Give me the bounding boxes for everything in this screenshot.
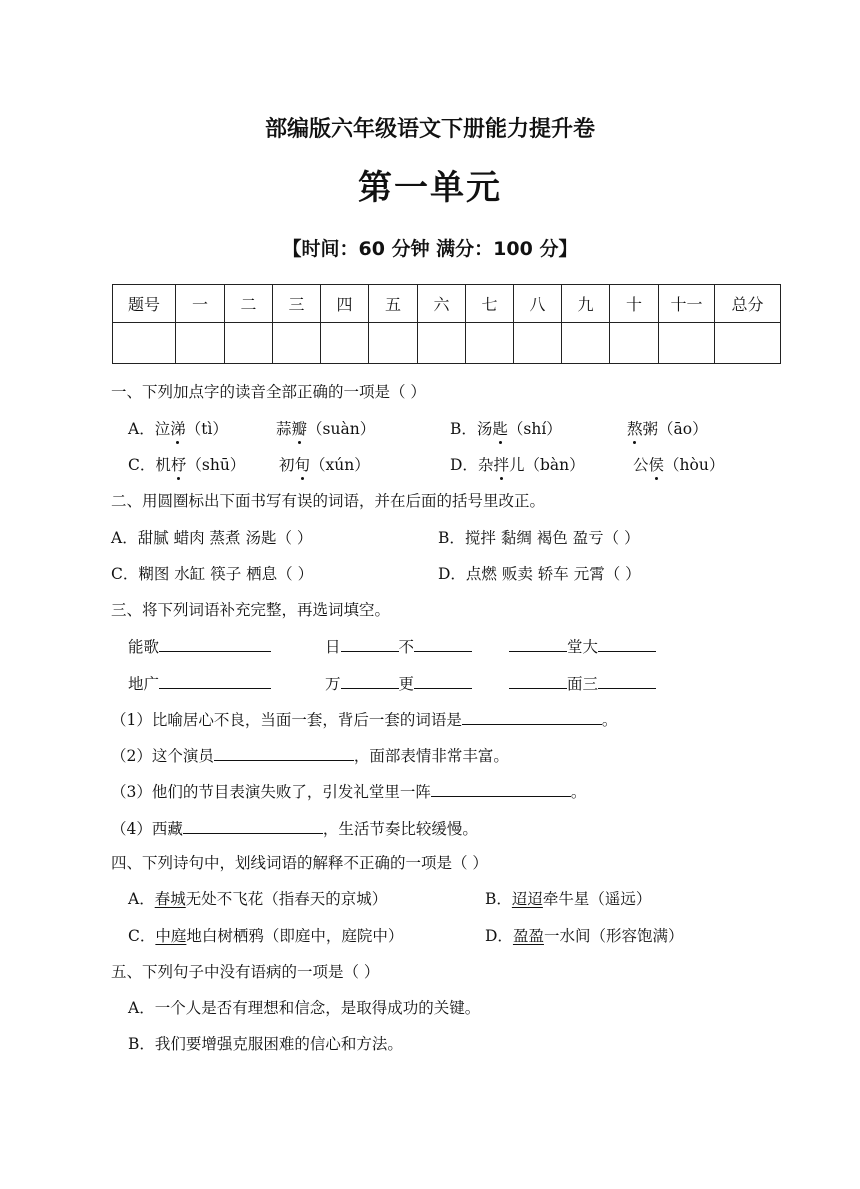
question-2 (0, 489, 860, 513)
dotted-char: 杼 (171, 453, 187, 477)
question-3-words-row-2 (0, 671, 860, 695)
option-d: D．盈盈一水间（形容饱满） (485, 927, 684, 945)
option-b: B．搅拌 黏绸 褐色 盈亏（ ） (438, 529, 640, 547)
score-entry-cell[interactable] (273, 323, 321, 364)
question-2-stem: 二、用圆圈标出下面书写有误的词语，并在后面的括号里改正。 (111, 492, 546, 510)
score-table-header-row (113, 285, 781, 323)
option-a: A．春城无处不飞花（指春天的京城） (128, 890, 388, 908)
option-b-word2: 熬粥（āo） (627, 417, 708, 441)
option-d: D．点燃 贩卖 轿车 元霄（ ） (438, 565, 641, 583)
score-entry-cell[interactable] (418, 323, 466, 364)
question-5 (0, 960, 860, 984)
underlined-word: 中庭 (155, 927, 187, 945)
score-header-cell: 七 (466, 285, 514, 323)
score-entry-cell[interactable] (176, 323, 225, 364)
question-1-row-ab (0, 417, 860, 441)
question-1-stem: 一、下列加点字的读音全部正确的一项是（ ） (111, 383, 426, 401)
idiom-5: 万 更 (325, 671, 472, 696)
score-entry-cell[interactable] (659, 323, 715, 364)
unit-title: 第一单元 (358, 168, 502, 208)
exam-meta: 【时间：60 分钟 满分：100 分】 (282, 238, 578, 260)
exam-title: 部编版六年级语文下册能力提升卷 (264, 117, 595, 142)
question-2-row-ab (0, 526, 860, 550)
score-header-cell: 题号 (113, 285, 176, 323)
score-header-cell: 四 (321, 285, 369, 323)
option-a: A．甜腻 蜡肉 蒸煮 汤匙（ ） (111, 529, 313, 547)
score-header-cell: 八 (514, 285, 562, 323)
fill-blank[interactable] (462, 707, 602, 725)
dotted-char: 熬 (627, 417, 643, 441)
score-header-cell: 三 (273, 285, 321, 323)
option-a: A．泣涕（tì） (128, 417, 228, 441)
underlined-word: 迢迢 (511, 890, 543, 908)
option-d-word2: 公侯（hòu） (633, 453, 724, 477)
fill-blank[interactable] (414, 634, 472, 652)
fill-blank[interactable] (214, 743, 354, 761)
score-entry-cell[interactable] (514, 323, 562, 364)
idiom-2: 日 不 (325, 634, 472, 659)
score-header-cell: 一 (176, 285, 225, 323)
score-entry-cell[interactable] (715, 323, 781, 364)
fill-blank[interactable] (341, 634, 399, 652)
question-1-row-cd (0, 453, 860, 477)
option-a: A．一个人是否有理想和信念，是取得成功的关键。 (128, 999, 481, 1017)
score-entry-cell[interactable] (113, 323, 176, 364)
question-4 (0, 851, 860, 875)
underlined-word: 盈盈 (512, 927, 544, 945)
option-c-word2: 初旬（xún） (279, 453, 370, 477)
option-c: C．糊图 水缸 筷子 栖息（ ） (111, 565, 314, 583)
dotted-char: 瓣 (292, 417, 308, 441)
question-3-sentence-1: （1）比喻居心不良，当面一套，背后一套的词语是 。 (0, 707, 860, 731)
question-4-row-cd (0, 924, 860, 948)
question-5-option-b (0, 1032, 860, 1056)
score-header-cell: 二 (225, 285, 273, 323)
fill-blank[interactable] (159, 671, 271, 689)
score-entry-cell[interactable] (466, 323, 514, 364)
score-header-cell: 五 (369, 285, 418, 323)
dotted-char: 拌 (493, 453, 509, 477)
option-c: C．机杼（shū） (128, 453, 245, 477)
score-header-cell: 总分 (715, 285, 781, 323)
fill-blank[interactable] (509, 671, 567, 689)
idiom-3: 堂大 (509, 634, 656, 659)
fill-blank[interactable] (509, 634, 567, 652)
question-3-sentence-3: （3）他们的节目表演失败了，引发礼堂里一阵 。 (0, 779, 860, 803)
question-3-words-row-1 (0, 634, 860, 658)
question-2-row-cd (0, 562, 860, 586)
underlined-word: 春城 (154, 890, 186, 908)
option-d: D．杂拌儿（bàn） (450, 453, 585, 477)
idiom-4: 地广 (128, 671, 271, 696)
score-header-cell: 十 (610, 285, 659, 323)
question-3-sentence-2: （2）这个演员 ，面部表情非常丰富。 (0, 743, 860, 767)
idiom-1: 能歌 (128, 634, 271, 659)
question-3-sentence-4: （4）西藏 ，生活节奏比较缓慢。 (0, 816, 860, 840)
dotted-char: 侯 (649, 453, 665, 477)
fill-blank[interactable] (431, 779, 571, 797)
option-c: C．中庭地白树栖鸦（即庭中，庭院中） (128, 927, 404, 945)
option-b: B．我们要增强克服困难的信心和方法。 (128, 1035, 403, 1053)
fill-blank[interactable] (598, 671, 656, 689)
question-3 (0, 598, 860, 622)
option-a-word2: 蒜瓣（suàn） (276, 417, 375, 441)
question-4-stem: 四、下列诗句中，划线词语的解释不正确的一项是（ ） (111, 854, 488, 872)
question-1 (0, 380, 860, 404)
dotted-char: 涕 (170, 417, 186, 441)
question-4-row-ab (0, 887, 860, 911)
question-5-option-a (0, 996, 860, 1020)
fill-blank[interactable] (414, 671, 472, 689)
score-table (112, 284, 781, 364)
fill-blank[interactable] (341, 671, 399, 689)
score-entry-cell[interactable] (321, 323, 369, 364)
idiom-6: 面三 (509, 671, 656, 696)
score-entry-cell[interactable] (369, 323, 418, 364)
fill-blank[interactable] (183, 816, 323, 834)
score-entry-cell[interactable] (562, 323, 610, 364)
option-b: B．迢迢牵牛星（遥远） (485, 890, 652, 908)
dotted-char: 匙 (492, 417, 508, 441)
fill-blank[interactable] (598, 634, 656, 652)
fill-blank[interactable] (159, 634, 271, 652)
score-header-cell: 十一 (659, 285, 715, 323)
option-b: B．汤匙（shí） (450, 417, 562, 441)
score-table-entry-row (113, 323, 781, 364)
score-entry-cell[interactable] (610, 323, 659, 364)
dotted-char: 旬 (295, 453, 311, 477)
question-3-stem: 三、将下列词语补充完整，再选词填空。 (111, 601, 391, 619)
question-5-stem: 五、下列句子中没有语病的一项是（ ） (111, 963, 380, 981)
score-header-cell: 九 (562, 285, 610, 323)
score-header-cell: 六 (418, 285, 466, 323)
score-entry-cell[interactable] (225, 323, 273, 364)
